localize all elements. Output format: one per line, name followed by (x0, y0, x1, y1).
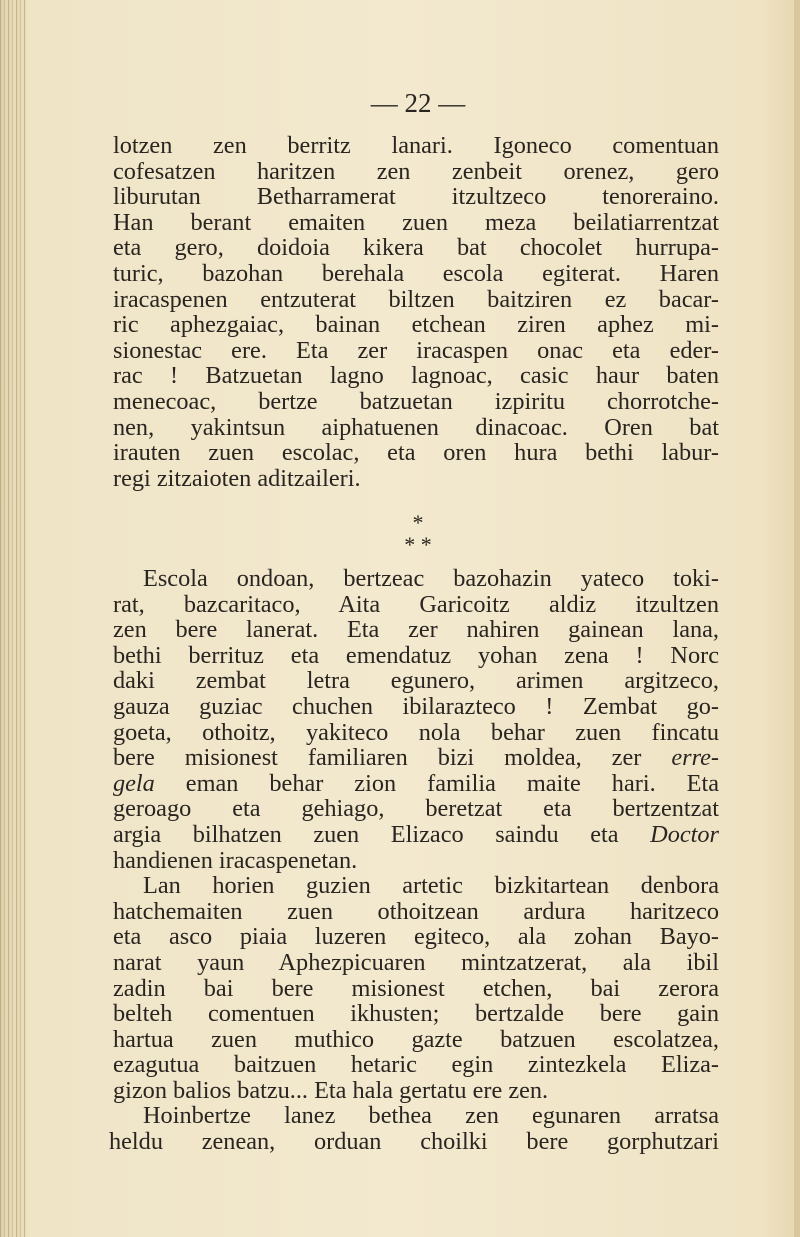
line-text: zadin bai bere misionest etchen, bai zerora (113, 974, 719, 1002)
text-line (113, 184, 719, 210)
line-text: handienen iracaspenetan. (113, 846, 358, 874)
line-text: rac ! Batzuetan lagno lagnoac, casic haur baten (113, 362, 719, 390)
line-text: narat yaun Aphezpicuaren mintzatzerat, ala ibil (113, 948, 719, 976)
text-line (113, 1052, 719, 1078)
line-text: liburutan Betharramerat itzultzeco tenoreraino. (113, 183, 719, 211)
line-text: irauten zuen escolac, eta oren hura bethi labur- (113, 439, 719, 467)
line-text: Escola ondoan, bertzeac bazohazin yateco toki- (143, 565, 719, 592)
line-text: geroago eta gehiago, beretzat eta bertzentzat (113, 795, 719, 823)
text-line (113, 592, 719, 618)
text-line (113, 899, 719, 925)
line-text: argia bilhatzen zuen Elizaco saindu eta (113, 820, 651, 848)
text-line (113, 848, 719, 874)
text-line (113, 771, 719, 797)
text-line (113, 643, 719, 669)
text-line (113, 1103, 719, 1129)
line-text: cofesatzen haritzen zen zenbeit orenez, gero (113, 157, 719, 185)
line-text: bere misionest familiaren bizi moldea, zer (113, 744, 672, 772)
text-line (113, 720, 719, 746)
page-number: — 22 — (370, 88, 466, 118)
line-text: rat, bazcaritaco, Aita Garicoitz aldiz itzultzen (113, 590, 719, 618)
line-text: hartua zuen muthico gazte batzuen escolatzea, (113, 1025, 719, 1053)
line-text: eman behar zion familia maite hari. Eta (154, 769, 719, 797)
text-line (113, 924, 719, 950)
line-text: hatchemaiten zuen othoitzean ardura haritzeco (113, 897, 719, 925)
line-text: Hoinbertze lanez bethea zen egunaren arratsa (143, 1102, 719, 1130)
line-text: daki zembat letra egunero, arimen argitzeco, (113, 667, 719, 695)
text-line (113, 159, 719, 185)
line-text: eta gero, doidoia kikera bat chocolet hurrupa- (113, 234, 719, 262)
paragraph (113, 133, 719, 491)
text-line (113, 873, 719, 899)
text-line (113, 976, 719, 1002)
line-text: menecoac, bertze batzuetan izpiritu chorrotche- (113, 387, 719, 415)
line-text: gauza guziac chuchen ibilarazteco ! Zembat go- (113, 692, 719, 720)
text-line (113, 1078, 719, 1104)
text-line (113, 210, 719, 236)
paragraph (113, 566, 719, 873)
text-block-1 (113, 133, 719, 491)
text-line (113, 466, 719, 492)
text-line (113, 745, 719, 771)
line-text: turic, bazohan berehala escola egiterat. Haren (113, 259, 719, 287)
text-line (113, 338, 719, 364)
text-block-2 (109, 565, 719, 1156)
text-line (113, 950, 719, 976)
italic-text: Doctor (650, 820, 719, 848)
line-text: sionestac ere. Eta zer iracaspen onac eta eder- (113, 336, 719, 364)
italic-text: erre- (671, 744, 719, 772)
paragraph (109, 1102, 719, 1156)
text-line (113, 133, 719, 159)
line-text: zen bere lanerat. Eta zer nahiren gainean lana, (113, 616, 719, 644)
text-line (113, 389, 719, 415)
text-line (113, 796, 719, 822)
text-line (113, 822, 719, 848)
line-text: bethi berrituz eta emendatuz yohan zena ! Norc (113, 641, 719, 669)
text-line (113, 1027, 719, 1053)
text-line (113, 312, 719, 338)
line-text: Lan horien guzien artetic bizkitartean denbora (143, 872, 719, 900)
book-binding-edge (0, 0, 26, 1237)
text-line (113, 363, 719, 389)
line-text: ric aphezgaiac, bainan etchean ziren aphez mi- (113, 311, 719, 339)
line-text: heldu zenean, orduan choilki bere gorphutzari (109, 1128, 719, 1156)
line-text: belteh comentuen ikhusten; bertzalde bere gain (113, 1000, 719, 1028)
line-text: regi zitzaioten aditzaileri. (113, 464, 361, 492)
text-line (113, 287, 719, 313)
text-line (113, 566, 719, 592)
text-line (113, 440, 719, 466)
line-text: iracaspenen entzuterat biltzen baitziren ez bacar- (113, 285, 719, 313)
line-text: Han berant emaiten zuen meza beilatiarrentzat (113, 208, 719, 236)
line-text: ezagutua baitzuen hetaric egin zintezkela Eliza- (113, 1051, 719, 1079)
section-separator-asterism: * * * (404, 510, 432, 557)
line-text: eta asco piaia luzeren egiteco, ala zohan Bayo- (113, 923, 719, 951)
text-line (113, 668, 719, 694)
line-text: lotzen zen berritz lanari. Igoneco comentuan (113, 132, 719, 159)
line-text: nen, yakintsun aiphatuenen dinacoac. Oren bat (113, 413, 719, 441)
italic-text: gela (113, 769, 155, 797)
text-line (113, 1001, 719, 1027)
text-line (113, 694, 719, 720)
text-line (113, 415, 719, 441)
text-line (113, 261, 719, 287)
text-line (113, 235, 719, 261)
text-line (113, 617, 719, 643)
paragraph (113, 873, 719, 1103)
line-text: gizon balios batzu... Eta hala gertatu ere zen. (113, 1076, 549, 1104)
text-line (109, 1129, 719, 1155)
line-text: goeta, othoitz, yakiteco nola behar zuen fincatu (113, 718, 719, 746)
page-right-edge (794, 0, 800, 1237)
